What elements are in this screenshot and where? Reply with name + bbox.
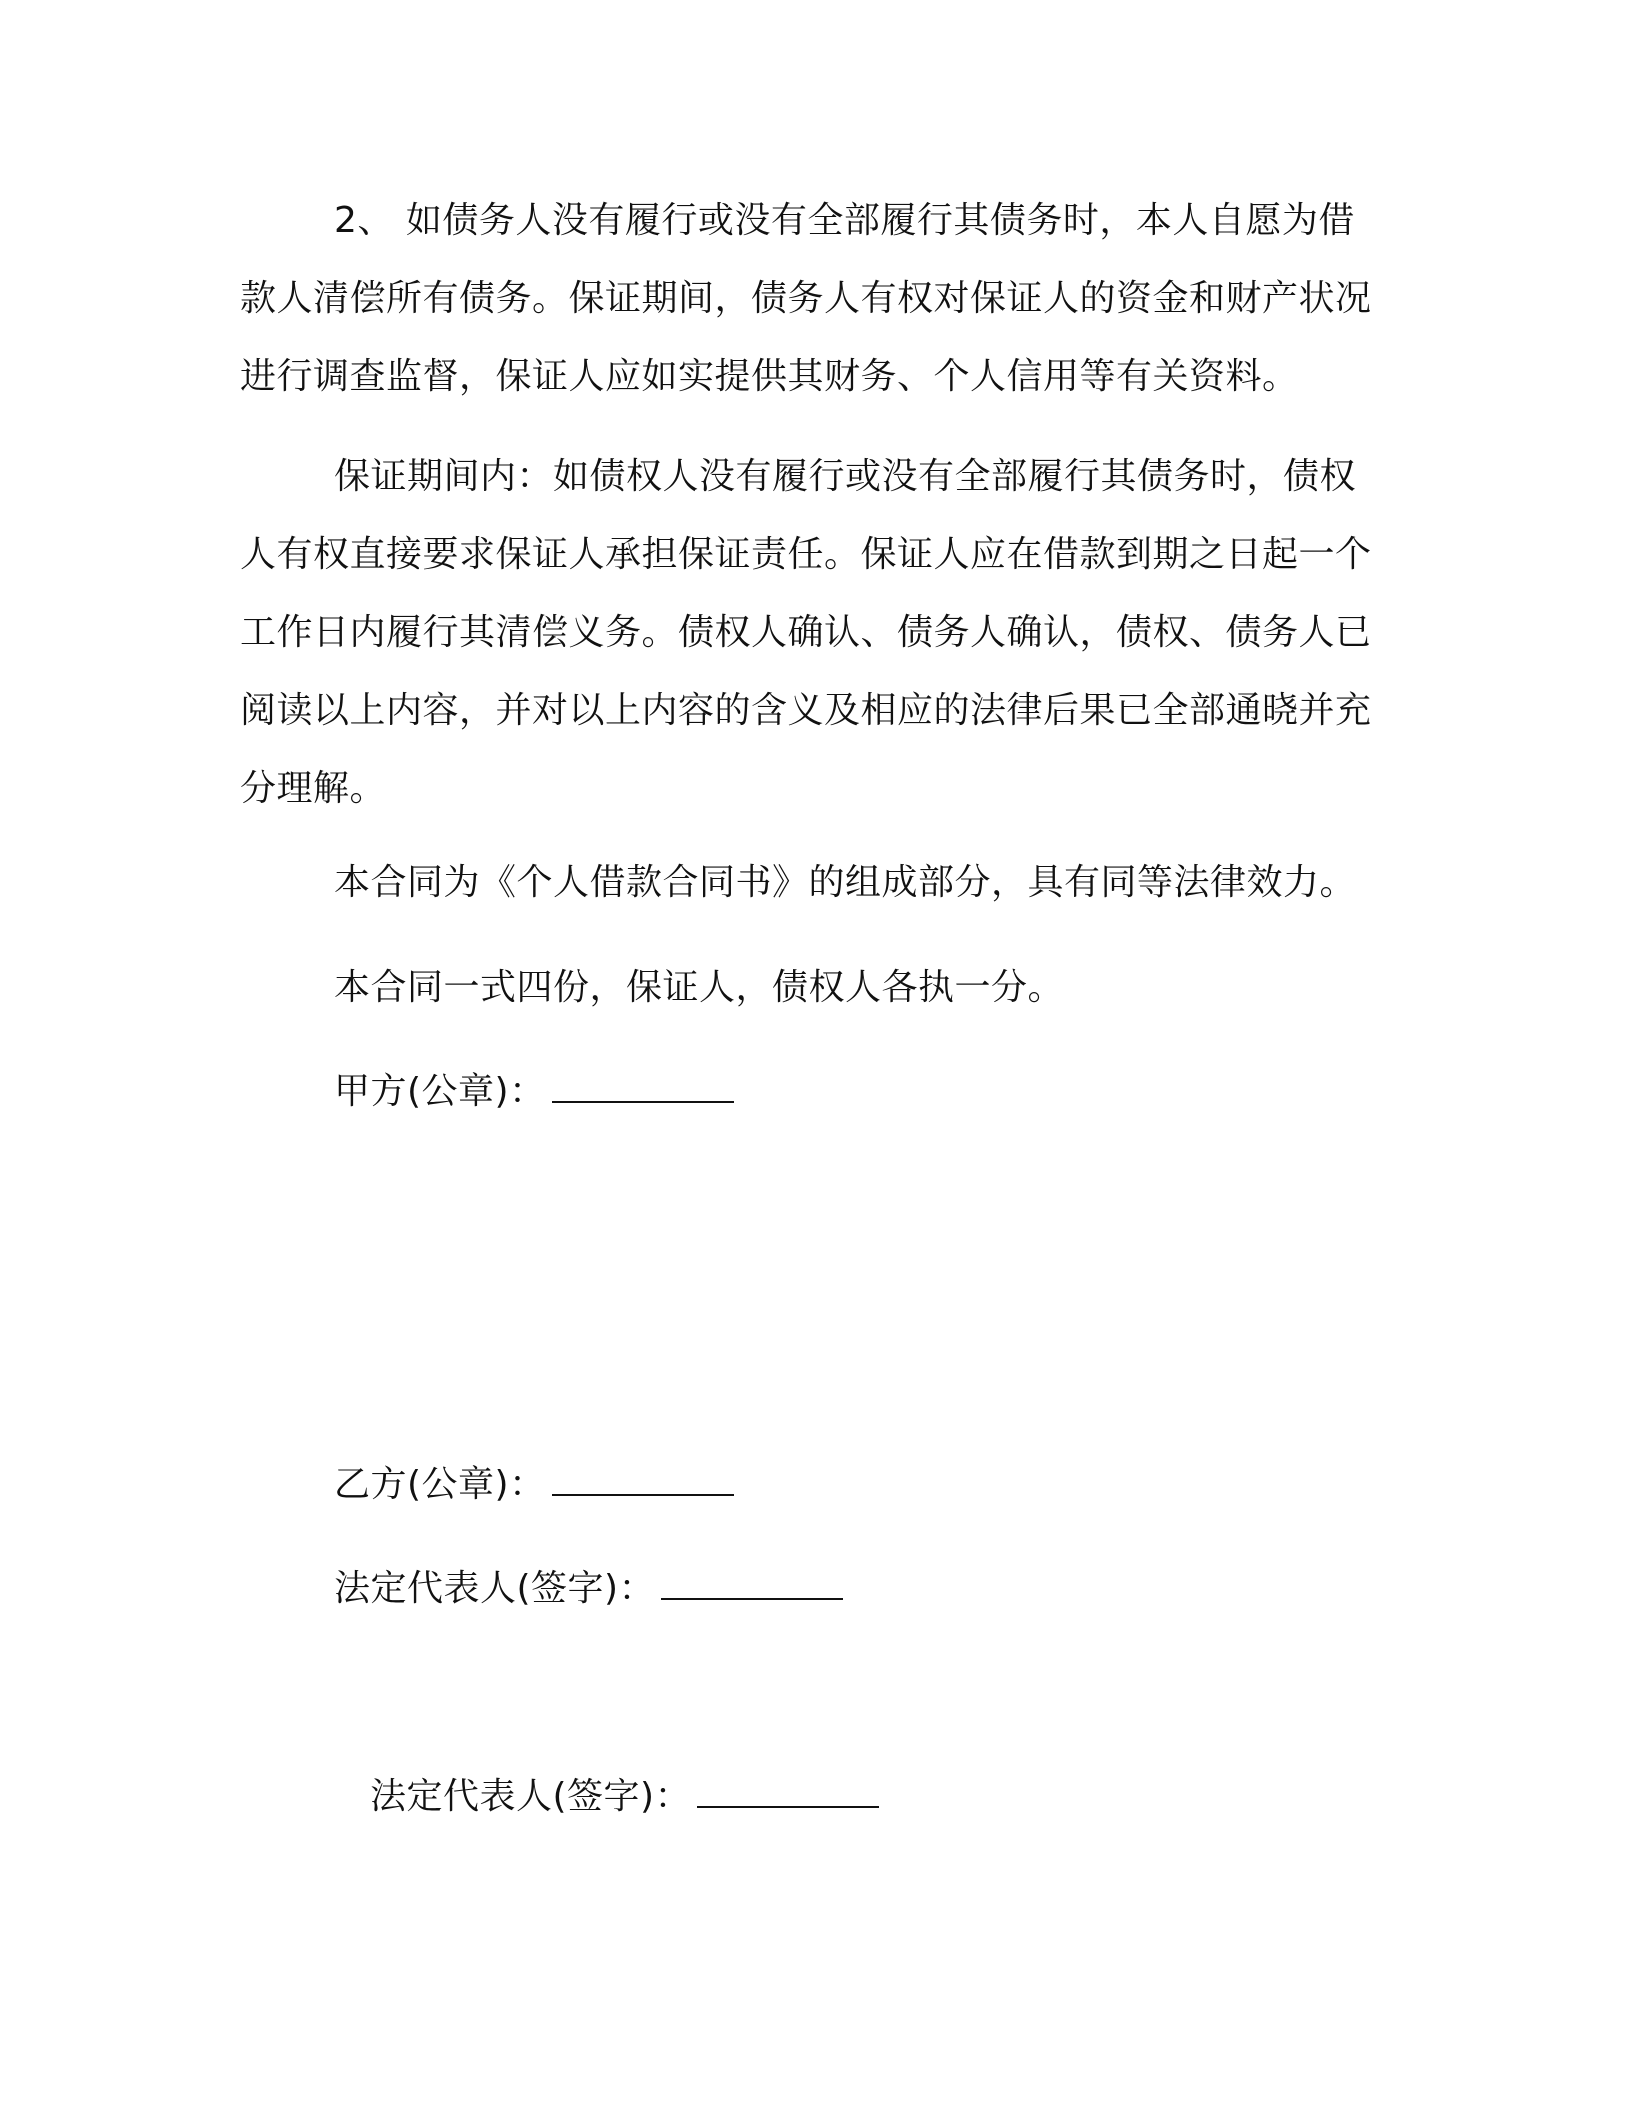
party-b-signature-line [334, 1460, 734, 1510]
party-b-blank[interactable] [552, 1464, 734, 1496]
copies-paragraph: 本合同一式四份，保证人，债权人各执一分。 [334, 967, 1065, 1008]
guarantee-period-paragraph: 保证期间内：如债权人没有履行或没有全部履行其债务时，债权人有权直接要求保证人承担保证责任。保证人应在借款到期之日起一个工作日内履行其清偿义务。债权人确认、债务人确认，债权、债务人已阅读以上内容，并对以上内容的含义及相应的法律后果已全部通晓并充分理解。 [240, 456, 1372, 809]
legal-rep-signature-line-1 [334, 1564, 843, 1614]
party-a-label: 甲方(公章)： [334, 1071, 546, 1112]
party-a-blank[interactable] [552, 1071, 734, 1103]
legal-rep-label-2: 法定代表人(签字)： [370, 1776, 692, 1817]
legal-rep-label-1: 法定代表人(签字)： [334, 1568, 656, 1609]
composition-paragraph: 本合同为《个人借款合同书》的组成部分，具有同等法律效力。 [334, 862, 1357, 903]
legal-rep-signature-line-2 [370, 1772, 879, 1822]
clause-2-paragraph: 2、 如债务人没有履行或没有全部履行其债务时，本人自愿为借款人清偿所有债务。保证期间，债务人有权对保证人的资金和财产状况进行调查监督，保证人应如实提供其财务、个人信用等有关资料。 [240, 200, 1372, 397]
legal-rep-blank-1[interactable] [661, 1568, 843, 1600]
party-a-signature-line [334, 1067, 734, 1117]
legal-rep-blank-2[interactable] [697, 1776, 879, 1808]
party-b-label: 乙方(公章)： [334, 1464, 546, 1505]
